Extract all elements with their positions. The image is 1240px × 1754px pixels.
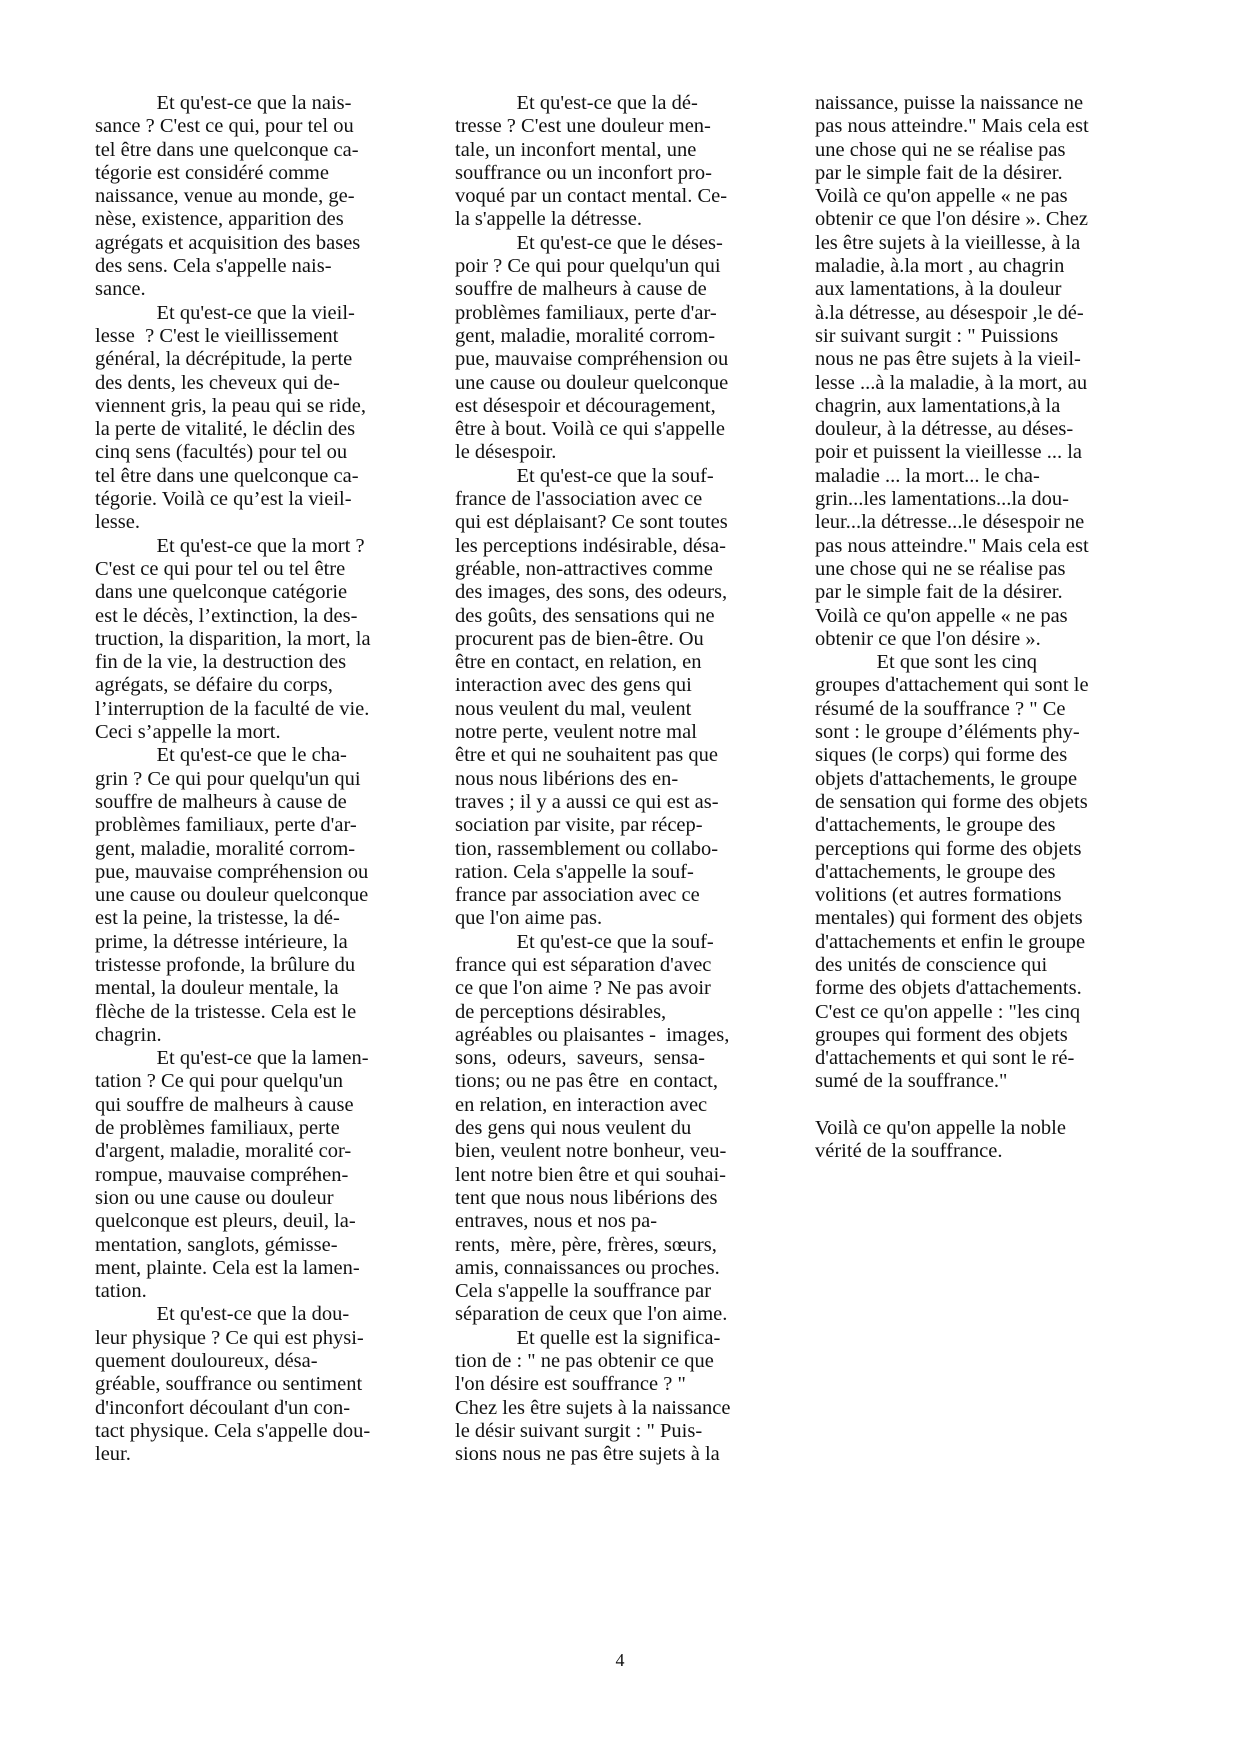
text-line: C'est ce qu'on appelle : "les cinq (815, 1000, 1081, 1023)
text-line: tion de : " ne pas obtenir ce que (455, 1350, 714, 1373)
text-line: maladie, à.la mort , au chagrin (815, 255, 1065, 278)
text-line: le désir suivant surgit : " Puis- (455, 1419, 703, 1442)
text-line: tact physique. Cela s'appelle dou- (95, 1419, 371, 1442)
text-line: forme des objets d'attachements. (815, 977, 1082, 1000)
text-line: tégorie. Voilà ce qu’est la vieil- (95, 488, 352, 511)
text-line: poir ? Ce qui pour quelqu'un qui (455, 255, 721, 278)
text-line: viennent gris, la peau qui se ride, (95, 394, 366, 417)
text-line: chagrin, aux lamentations,à la (815, 394, 1061, 417)
text-line: souffre de malheurs à cause de (455, 278, 707, 301)
text-line: groupes qui forment des objets (815, 1023, 1068, 1046)
text-line: des dents, les cheveux qui de- (95, 371, 340, 394)
text-line: leur...la détresse...le désespoir ne (815, 511, 1085, 534)
text-line: souffrance ou un inconfort pro- (455, 161, 712, 184)
text-line: Et qu'est-ce que la vieil- (95, 301, 355, 324)
text-line: l’interruption de la faculté de vie. (95, 697, 370, 720)
text-line: sons, odeurs, saveurs, sensa- (455, 1047, 705, 1070)
text-line: entraves, nous et nos pa- (455, 1210, 658, 1233)
text-line: agréables ou plaisantes - images, (455, 1023, 730, 1046)
text-line: en relation, en interaction avec (455, 1093, 708, 1116)
text-line: amis, connaissances ou proches. (455, 1256, 720, 1279)
text-line: Et qu'est-ce que la dou- (95, 1303, 350, 1326)
text-line: Et qu'est-ce que la souf- (455, 930, 714, 953)
text-line: d'attachements et enfin le groupe (815, 930, 1086, 953)
text-line: flèche de la tristesse. Cela est le (95, 1000, 357, 1023)
text-line: Et quelle est la significa- (455, 1326, 721, 1349)
text-line: nous ne pas être sujets à la vieil- (815, 348, 1081, 371)
text-line: tions; ou ne pas être en contact, (455, 1070, 718, 1093)
text-line: mentales) qui forment des objets (815, 907, 1083, 930)
text-line: mentation, sanglots, gémisse- (95, 1233, 338, 1256)
text-line: grin ? Ce qui pour quelqu'un qui (95, 767, 361, 790)
text-line: france par association avec ce (455, 884, 700, 907)
text-line: être à bout. Voilà ce qui s'appelle (455, 418, 725, 441)
text-line: une chose qui ne se réalise pas (815, 138, 1066, 161)
text-line: sumé de la souffrance." (815, 1070, 1008, 1093)
text-line: être en contact, en relation, en (455, 651, 702, 674)
text-line: perceptions qui forme des objets (815, 837, 1082, 860)
text-line: Voilà ce qu'on appelle la noble (815, 1117, 1066, 1140)
page-number: 4 (615, 1650, 625, 1670)
text-line: qui est déplaisant? Ce sont toutes (455, 511, 728, 534)
text-line: ration. Cela s'appelle la souf- (455, 860, 694, 883)
text-line: problèmes familiaux, perte d'ar- (455, 301, 717, 324)
text-line: Et qu'est-ce que la souf- (455, 464, 714, 487)
text-line: douleur, à la détresse, au déses- (815, 418, 1074, 441)
text-line: pue, mauvaise compréhension ou (455, 348, 729, 371)
text-line: la perte de vitalité, le déclin des (95, 418, 356, 441)
text-line: gent, maladie, moralité corrom- (455, 324, 716, 347)
text-line: C'est ce qui pour tel ou tel être (95, 557, 346, 580)
text-line: la s'appelle la détresse. (455, 208, 642, 231)
text-line: Et qu'est-ce que la mort ? (95, 534, 365, 557)
text-line: Et qu'est-ce que la nais- (95, 92, 352, 114)
text-line: gent, maladie, moralité corrom- (95, 837, 356, 860)
text-line: siques (le corps) qui forme des (815, 744, 1068, 767)
text-line: vérité de la souffrance. (815, 1140, 1003, 1163)
text-line: quelconque est pleurs, deuil, la- (95, 1210, 356, 1233)
text-line: nous nous libérions des en- (455, 767, 679, 790)
text-line: des gens qui nous veulent du (455, 1117, 692, 1140)
text-line: une chose qui ne se réalise pas (815, 557, 1066, 580)
text-line: pas nous atteindre." Mais cela est (815, 534, 1089, 557)
text-line: ce que l'on aime ? Ne pas avoir (455, 977, 711, 1000)
text-line: voqué par un contact mental. Ce- (455, 185, 728, 208)
text-line: d'inconfort découlant d'un con- (95, 1396, 351, 1419)
text-line: de problèmes familiaux, perte (95, 1117, 340, 1140)
text-line: france de l'association avec ce (455, 488, 703, 511)
text-line: par le simple fait de la désirer. (815, 581, 1063, 604)
text-line: tale, un inconfort mental, une (455, 138, 697, 161)
text-line: des sens. Cela s'appelle nais- (95, 255, 332, 278)
text-line: poir et puissent la vieillesse ... la (815, 441, 1083, 464)
text-line: tent que nous nous libérions des (455, 1186, 718, 1209)
text-column-2 (455, 92, 785, 1467)
text-line: sion ou une cause ou douleur (95, 1186, 334, 1209)
text-line: volitions (et autres formations (815, 884, 1062, 907)
text-line: Voilà ce qu'on appelle « ne pas (815, 185, 1068, 208)
text-line: mental, la douleur mentale, la (95, 977, 339, 1000)
text-line: d'attachements, le groupe des (815, 814, 1056, 837)
text-line: est désespoir et découragement, (455, 394, 716, 417)
text-line: quement douloureux, désa- (95, 1350, 318, 1373)
text-line (815, 1094, 1145, 1117)
text-line: naissance, puisse la naissance ne (815, 92, 1084, 114)
text-line: des images, des sons, des odeurs, (455, 581, 728, 604)
text-line: d'attachements et qui sont le ré- (815, 1047, 1075, 1070)
text-line: obtenir ce que l'on désire ». (815, 627, 1041, 650)
text-line: leur. (95, 1443, 131, 1466)
text-line: tion, rassemblement ou collabo- (455, 837, 719, 860)
text-column-3 (815, 92, 1145, 1164)
text-line: nous veulent du mal, veulent (455, 697, 692, 720)
text-line: nèse, existence, apparition des (95, 208, 344, 231)
text-line: être et qui ne souhaitent pas que (455, 744, 718, 767)
text-line: obtenir ce que l'on désire ». Chez (815, 208, 1088, 231)
text-line: rompue, mauvaise compréhen- (95, 1163, 349, 1186)
text-line: tristesse profonde, la brûlure du (95, 953, 356, 976)
text-line: tation ? Ce qui pour quelqu'un (95, 1070, 343, 1093)
text-line: aux lamentations, à la douleur (815, 278, 1062, 301)
text-line: problèmes familiaux, perte d'ar- (95, 814, 357, 837)
text-line: sions nous ne pas être sujets à la (455, 1443, 720, 1466)
text-line: est le décès, l’extinction, la des- (95, 604, 358, 627)
text-line: sociation par visite, par récep- (455, 814, 703, 837)
text-line: agrégats, se défaire du corps, (95, 674, 333, 697)
text-line: Et qu'est-ce que le déses- (455, 231, 723, 254)
text-line: sance ? C'est ce qui, pour tel ou (95, 115, 354, 138)
text-line: naissance, venue au monde, ge- (95, 185, 355, 208)
text-line: tel être dans une quelconque ca- (95, 464, 359, 487)
text-line: tresse ? C'est une douleur men- (455, 115, 711, 138)
text-line: prime, la détresse intérieure, la (95, 930, 348, 953)
text-line: d'argent, maladie, moralité cor- (95, 1140, 352, 1163)
text-line: Et que sont les cinq (815, 651, 1038, 674)
text-line: séparation de ceux que l'on aime. (455, 1303, 728, 1326)
text-line: gréable, souffrance ou sentiment (95, 1373, 363, 1396)
text-line: objets d'attachements, le groupe (815, 767, 1078, 790)
text-line: une cause ou douleur quelconque (455, 371, 729, 394)
text-line: lesse ...à la maladie, à la mort, au (815, 371, 1088, 394)
text-line: grin...les lamentations...la dou- (815, 488, 1069, 511)
text-line: Chez les être sujets à la naissance (455, 1396, 731, 1419)
text-line: de perceptions désirables, (455, 1000, 667, 1023)
text-line: est la peine, la tristesse, la dé- (95, 907, 340, 930)
text-line: des goûts, des sensations qui ne (455, 604, 715, 627)
text-line: Cela s'appelle la souffrance par (455, 1280, 712, 1303)
text-line: résumé de la souffrance ? " Ce (815, 697, 1066, 720)
text-line: des unités de conscience qui (815, 953, 1048, 976)
text-line: tation. (95, 1280, 147, 1303)
text-line: Et qu'est-ce que la lamen- (95, 1047, 369, 1070)
text-line: qui souffre de malheurs à cause (95, 1093, 354, 1116)
text-line: leur physique ? Ce qui est physi- (95, 1326, 364, 1349)
text-line: Ceci s’appelle la mort. (95, 721, 281, 744)
text-line: sir suivant surgit : " Puissions (815, 324, 1059, 347)
text-line: à.la détresse, au désespoir ,le dé- (815, 301, 1084, 324)
text-line: lesse. (95, 511, 140, 534)
text-line: interaction avec des gens qui (455, 674, 692, 697)
text-column-1 (95, 92, 425, 1467)
text-line: traves ; il y a aussi ce qui est as- (455, 790, 719, 813)
text-line: d'attachements, le groupe des (815, 860, 1056, 883)
text-line: procurent pas de bien-être. Ou (455, 627, 704, 650)
text-line: tégorie est considéré comme (95, 161, 329, 184)
text-line: de sensation qui forme des objets (815, 790, 1088, 813)
text-line: notre perte, veulent notre mal (455, 721, 697, 744)
text-line: Et qu'est-ce que le cha- (95, 744, 347, 767)
text-line: sance. (95, 278, 146, 301)
text-line: gréable, non-attractives comme (455, 557, 713, 580)
text-line: les perceptions indésirable, désa- (455, 534, 726, 557)
text-line: les être sujets à la vieillesse, à la (815, 231, 1081, 254)
text-line: bien, veulent notre bonheur, veu- (455, 1140, 727, 1163)
text-line: rents, mère, père, frères, sœurs, (455, 1233, 717, 1256)
text-line: dans une quelconque catégorie (95, 581, 348, 604)
text-line: lent notre bien être et qui souhai- (455, 1163, 726, 1186)
text-line: fin de la vie, la destruction des (95, 651, 347, 674)
text-line: Et qu'est-ce que la dé- (455, 92, 698, 114)
text-line: groupes d'attachement qui sont le (815, 674, 1089, 697)
text-line: chagrin. (95, 1023, 162, 1046)
text-line: truction, la disparition, la mort, la (95, 627, 371, 650)
text-line: le désespoir. (455, 441, 557, 464)
text-line: ment, plainte. Cela est la lamen- (95, 1256, 360, 1279)
text-line: pas nous atteindre." Mais cela est (815, 115, 1089, 138)
text-line: Voilà ce qu'on appelle « ne pas (815, 604, 1068, 627)
text-line: une cause ou douleur quelconque (95, 884, 369, 907)
text-line: lesse ? C'est le vieillissement (95, 324, 339, 347)
text-line: que l'on aime pas. (455, 907, 603, 930)
text-line: sont : le groupe d’éléments phy- (815, 721, 1080, 744)
text-line: l'on désire est souffrance ? " (455, 1373, 686, 1396)
text-line: maladie ... la mort... le cha- (815, 464, 1040, 487)
text-line: france qui est séparation d'avec (455, 953, 712, 976)
text-line: souffre de malheurs à cause de (95, 790, 347, 813)
text-line: par le simple fait de la désirer. (815, 161, 1063, 184)
text-line: général, la décrépitude, la perte (95, 348, 353, 371)
text-line: agrégats et acquisition des bases (95, 231, 361, 254)
text-line: tel être dans une quelconque ca- (95, 138, 359, 161)
text-line: cinq sens (facultés) pour tel ou (95, 441, 348, 464)
text-line: pue, mauvaise compréhension ou (95, 860, 369, 883)
